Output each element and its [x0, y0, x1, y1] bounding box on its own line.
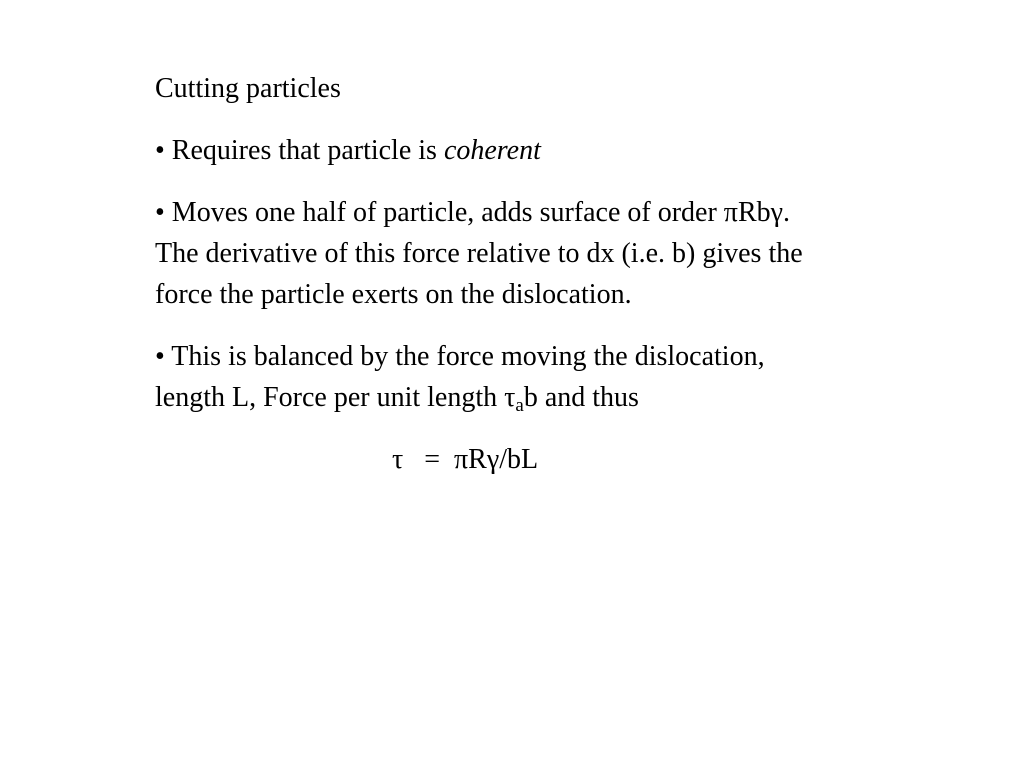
equation: τ = πRγ/bL: [392, 444, 539, 475]
bullet-balance: [155, 336, 835, 418]
tau-subscript: a: [515, 395, 524, 416]
bullet-surface: • Moves one half of particle, adds surface of order πRbγ. The derivative of this force relative to dx (i.e. b) gives the force the particle exerts on the dislocation.: [155, 197, 803, 310]
bullet-balance-text: • This is balanced by the force moving the dislocation, length L, Force per unit length τ: [155, 341, 765, 413]
slide-title: Cutting particles: [155, 73, 341, 104]
bullet-coherent: [155, 130, 835, 171]
slide-content: [155, 68, 835, 480]
bullet-coherent-emphasis: coherent: [443, 135, 541, 166]
bullet-balance-tail: b and thus: [523, 382, 639, 413]
bullet-coherent-text: • Requires that particle is: [155, 135, 444, 166]
